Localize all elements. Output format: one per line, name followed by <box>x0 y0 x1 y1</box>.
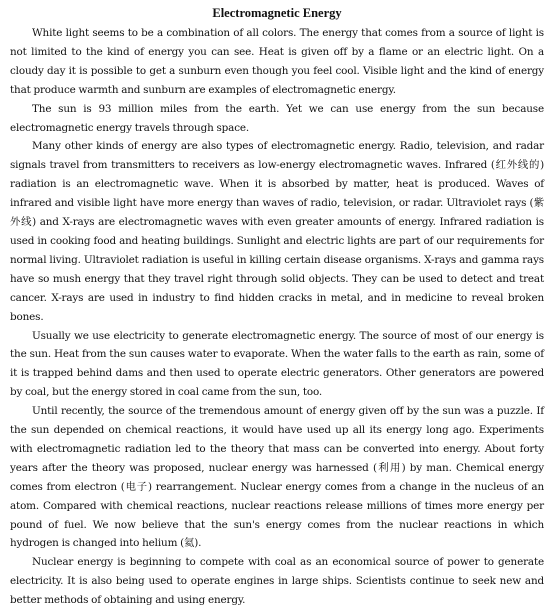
article <box>10 5 544 610</box>
paragraph-nuclear-power: Nuclear energy is beginning to compete with coal as an economical source of power to generate electricity. It is also being used to operate engines in large ships. Scientists continue to seek new and better methods of obtaining and using energy. <box>10 556 544 607</box>
paragraph-nuclear-origin: Until recently, the source of the tremendous amount of energy given off by the sun was a puzzle. If the sun depended on chemical reactions, it would have used up all its energy long ago. Experiments with electromagnetic radiation led to the theory that mass can be converted into energy. About forty years after the theory was proposed, nuclear energy was harnessed (利用) by man. Chemical energy comes from electron (电子) rearrangement. Nuclear energy comes from a change in the nucleus of an atom. Compared with chemical reactions, nuclear reactions release millions of times more energy per pound of fuel. We now believe that the sun's energy comes from the nuclear reactions in which hydrogen is changed into helium (氦). <box>10 405 544 550</box>
paragraph-white-light: White light seems to be a combination of all colors. The energy that comes from a source of light is not limited to the kind of energy you can see. Heat is given off by a flame or an electric light. On a cloudy day it is possible to get a sunburn even though you feel cool. Visible light and the kind of energy that produce warmth and sunburn are examples of electromagnetic energy. <box>10 27 544 96</box>
paragraph-kinds-of-energy: Many other kinds of energy are also types of electromagnetic energy. Radio, television, and radar signals travel from transmitters to receivers as low-energy electromagnetic waves. Infrared (红外线的) radiation is an electromagnetic wave. When it is absorbed by matter, heat is produced. Waves of infrared and visible light have more energy than waves of radio, television, or radar. Ultraviolet rays (紫外线) and X-rays are electromagnetic waves with even greater amounts of energy. Infrared radiation is used in cooking food and heating buildings. Sunlight and electric lights are part of our requirements for normal living. Ultraviolet radiation is useful in killing certain disease organisms. X-rays and gamma rays have so mush energy that they travel right through solid objects. They can be used to detect and treat cancer. X-rays are used in industry to find hidden cracks in metal, and in medicine to reveal broken bones. <box>10 140 544 323</box>
article-title: Electromagnetic Energy <box>212 6 342 20</box>
paragraph-sun-distance: The sun is 93 million miles from the earth. Yet we can use energy from the sun because electromagnetic energy travels through space. <box>10 102 544 134</box>
paragraph-electricity: Usually we use electricity to generate electromagnetic energy. The source of most of our energy is the sun. Heat from the sun causes water to evaporate. When the water falls to the earth as rain, some of it is trapped behind dams and then used to operate electric generators. Other generators are powered by coal, but the energy stored in coal came from the sun, too. <box>10 329 544 399</box>
